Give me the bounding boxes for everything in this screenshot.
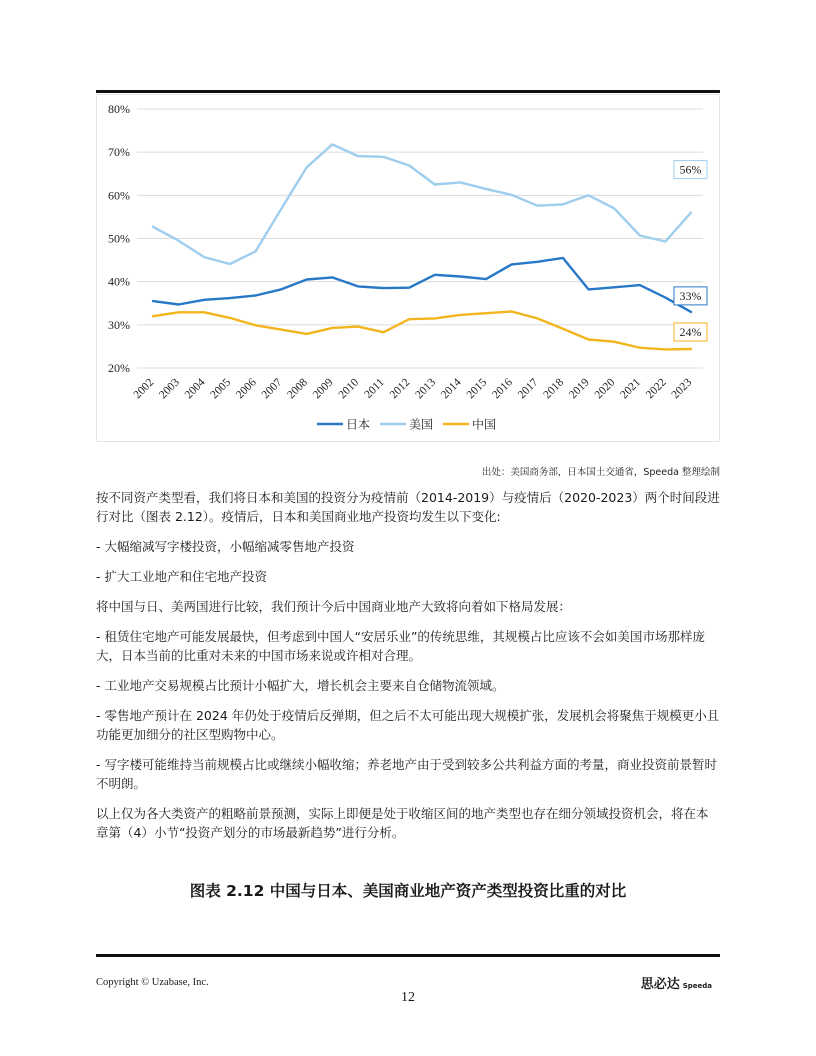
data-point <box>152 226 153 227</box>
x-tick-label: 2007 <box>259 376 285 402</box>
data-point <box>690 212 691 213</box>
x-tick-label: 2002 <box>131 376 157 402</box>
data-point <box>639 285 640 286</box>
chart-container <box>96 94 720 442</box>
x-tick-label: 2006 <box>234 376 259 402</box>
paragraph: - 大幅缩减写字楼投资，小幅缩减零售地产投资 <box>96 539 355 554</box>
data-point <box>434 318 435 319</box>
x-tick-label: 2011 <box>362 376 387 401</box>
x-tick-label: 2021 <box>618 376 644 402</box>
data-point <box>511 311 512 312</box>
x-tick-label: 2020 <box>592 376 618 402</box>
x-tick-label: 2018 <box>541 376 567 402</box>
x-tick-label: 2017 <box>515 376 541 402</box>
data-point <box>306 279 307 280</box>
data-point <box>588 289 589 290</box>
data-point <box>639 347 640 348</box>
y-tick-label: 80% <box>108 102 130 116</box>
data-point <box>178 240 179 241</box>
data-point <box>562 204 563 205</box>
x-tick-label: 2016 <box>490 376 515 402</box>
data-point <box>229 297 230 298</box>
data-point <box>485 278 486 279</box>
data-point <box>229 263 230 264</box>
brand-small: Speeda <box>682 982 712 990</box>
data-point <box>562 257 563 258</box>
figure-caption: 图表 2.12 中国与日本、美国商业地产资产类型投资比重的对比 <box>189 882 627 900</box>
data-point <box>690 348 691 349</box>
data-point <box>511 264 512 265</box>
data-point <box>383 332 384 333</box>
data-point <box>204 312 205 313</box>
data-point <box>460 182 461 183</box>
y-tick-label: 60% <box>108 188 130 203</box>
x-tick-label: 2004 <box>182 376 208 402</box>
data-point <box>332 277 333 278</box>
paragraph: 按不同资产类型看，我们将日本和美国的投资分为疫情前（2014-2019）与疫情后（2020-2023）两个时间段进行对比（图表 2.12）。疫情后，日本和美国商业地产投资均发生以下变化: <box>96 490 720 524</box>
data-point <box>665 349 666 350</box>
brand-name: 思必达 <box>640 977 680 992</box>
data-point <box>280 209 281 210</box>
page-number: 12 <box>401 990 415 1005</box>
data-point <box>332 327 333 328</box>
body-text <box>96 488 720 853</box>
data-point <box>409 287 410 288</box>
data-point <box>434 184 435 185</box>
data-point <box>357 155 358 156</box>
paragraph: - 扩大工业地产和住宅地产投资 <box>96 569 267 584</box>
data-point <box>204 299 205 300</box>
data-point <box>332 144 333 145</box>
x-tick-label: 2015 <box>464 376 490 402</box>
legend-label: 中国 <box>472 417 497 432</box>
data-point <box>639 235 640 236</box>
data-point <box>280 329 281 330</box>
x-tick-label: 2013 <box>413 376 439 402</box>
y-tick-label: 20% <box>108 361 130 375</box>
data-point <box>152 316 153 317</box>
data-point <box>537 261 538 262</box>
y-tick-label: 30% <box>108 317 130 332</box>
data-point <box>537 205 538 206</box>
x-tick-label: 2005 <box>208 376 234 402</box>
data-point <box>229 317 230 318</box>
data-point <box>383 156 384 157</box>
data-point <box>204 256 205 257</box>
data-point <box>614 341 615 342</box>
data-point <box>409 319 410 320</box>
paragraph: 将中国与日、美两国进行比较，我们预计今后中国商业地产大致将向着如下格局发展： <box>96 599 572 614</box>
legend-label: 美国 <box>409 417 434 432</box>
data-point <box>306 333 307 334</box>
x-tick-label: 2019 <box>567 376 592 402</box>
x-tick-label: 2008 <box>285 376 311 402</box>
top-rule <box>96 90 720 93</box>
data-point <box>357 326 358 327</box>
y-tick-label: 70% <box>108 145 130 160</box>
data-point <box>434 274 435 275</box>
y-tick-label: 50% <box>108 231 130 246</box>
data-point <box>588 195 589 196</box>
data-point <box>409 165 410 166</box>
data-point <box>178 304 179 305</box>
data-point <box>614 287 615 288</box>
x-tick-label: 2022 <box>643 376 669 402</box>
data-point <box>537 318 538 319</box>
x-tick-label: 2014 <box>438 376 464 402</box>
data-point <box>665 241 666 242</box>
line-chart <box>97 95 719 441</box>
x-tick-label: 2010 <box>336 376 362 402</box>
x-tick-label: 2009 <box>310 376 336 402</box>
data-point <box>383 288 384 289</box>
data-point <box>306 167 307 168</box>
paragraph: - 租赁住宅地产可能发展最快，但考虑到中国人“安居乐业”的传统思维，其规模占比应该不会如美国市场那样庞大，日本当前的比重对未来的中国市场来说或许相对合理。 <box>96 629 705 663</box>
paragraph: 以上仅为各大类资产的粗略前景预测，实际上即便是处于收缩区间的地产类型也存在细分领域投资机会，将在本章第（4）小节“投资产划分的市场最新趋势”进行分析。 <box>96 806 709 840</box>
series-line-1 <box>153 144 691 264</box>
data-point <box>255 325 256 326</box>
data-point <box>255 251 256 252</box>
data-point <box>255 295 256 296</box>
data-point <box>357 286 358 287</box>
copyright: Copyright © Uzabase, Inc. <box>96 977 209 988</box>
x-tick-label: 2003 <box>157 376 182 402</box>
source-note: 出处：美国商务部，日本国土交通省，Speeda 整理绘制 <box>481 467 720 478</box>
data-point <box>178 312 179 313</box>
data-point <box>588 339 589 340</box>
x-tick-label: 2023 <box>669 376 695 402</box>
end-label: 56% <box>679 162 702 177</box>
series-line-0 <box>153 258 691 312</box>
end-label: 24% <box>679 325 702 340</box>
data-point <box>562 328 563 329</box>
paragraph: - 写字楼可能维持当前规模占比或继续小幅收缩；养老地产由于受到较多公共利益方面的考量，商业投资前景暂时不明朗。 <box>96 757 717 791</box>
data-point <box>460 314 461 315</box>
series-line-2 <box>153 312 691 350</box>
legend-label: 日本 <box>346 417 371 432</box>
data-point <box>460 276 461 277</box>
data-point <box>280 289 281 290</box>
data-point <box>511 194 512 195</box>
y-tick-label: 40% <box>108 274 130 289</box>
end-label: 33% <box>679 288 702 303</box>
data-point <box>485 313 486 314</box>
data-point <box>614 208 615 209</box>
data-point <box>690 311 691 312</box>
paragraph: - 工业地产交易规模占比预计小幅扩大，增长机会主要来自仓储物流领域。 <box>96 678 505 693</box>
data-point <box>485 188 486 189</box>
x-tick-label: 2012 <box>387 376 413 402</box>
data-point <box>152 300 153 301</box>
bottom-rule <box>96 954 720 957</box>
data-point <box>665 297 666 298</box>
paragraph: - 零售地产预计在 2024 年仍处于疫情后反弹期，但之后不太可能出现大规模扩张，发展机会将聚焦于规模更小且功能更加细分的社区型购物中心。 <box>96 708 720 742</box>
